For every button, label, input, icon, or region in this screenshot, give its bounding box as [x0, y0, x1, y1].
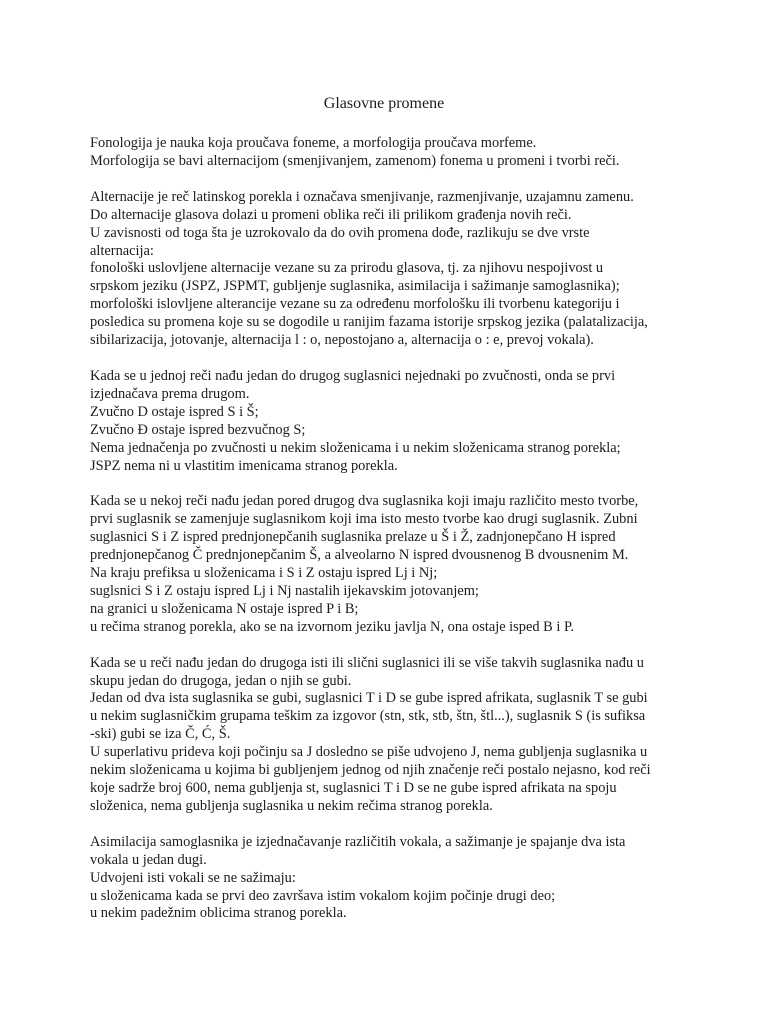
text-line: u nekim suglasničkim grupama teškim za izgovor (stn, stk, stb, štn, štl...), suglasnik S (is sufiksa — [90, 708, 646, 725]
paragraph — [90, 135, 690, 171]
text-line: skupu jedan do drugoga, jedan o njih se gubi. — [90, 672, 352, 689]
text-line: Kada se u nekoj reči nađu jedan pored drugog dva suglasnika koji imaju različito mesto tvorbe, — [90, 493, 639, 510]
text-line: Nema jednačenja po zvučnosti u nekim složenicama i u nekim složenicama stranog porekla; — [90, 439, 621, 456]
document-body — [90, 135, 690, 941]
text-line: Asimilacija samoglasnika je izjednačavanje različitih vokala, a sažimanje je spajanje dva ista — [90, 833, 626, 850]
text-line: Zvučno Đ ostaje ispred bezvučnog S; — [90, 421, 306, 438]
paragraph — [90, 189, 690, 350]
text-line: -ski) gubi se iza Č, Ć, Š. — [90, 726, 231, 743]
text-line: fonološki uslovljene alternacije vezane su za prirodu glasova, tj. za njihovu nespojivost u — [90, 260, 604, 277]
text-line: U superlativu prideva koji počinju sa J dosledno se piše udvojeno J, nema gubljenja suglasnika u — [90, 744, 648, 761]
text-line: Na kraju prefiksa u složenicama i S i Z ostaju ispred Lj i Nj; — [90, 565, 438, 582]
text-line: nekim složenicama u kojima bi gubljenjem jednog od njih značenje reči postalo nejasno, kod reči — [90, 762, 651, 779]
text-line: složenica, nema gubljenja suglasnika u nekim rečima stranog porekla. — [90, 797, 493, 814]
text-line: U zavisnosti od toga šta je uzrokovalo da do ovih promena dođe, razlikuju se dve vrste — [90, 224, 590, 241]
text-line: Fonologija je nauka koja proučava foneme, a morfologija proučava morfeme. — [90, 135, 537, 151]
text-line: na granici u složenicama N ostaje ispred P i B; — [90, 600, 359, 617]
text-line: koje sadrže broj 600, nema gubljenja st, suglasnici T i D se ne gube ispred afrikata na spoju — [90, 780, 617, 796]
text-line: Kada se u reči nađu jedan do drugoga isti ili slični suglasnici ili se više takvih suglasnika nađu u — [90, 654, 644, 671]
paragraph — [90, 493, 690, 636]
text-line: prednjonepčanog Č prednjonepčanim Š, a alveolarno N ispred dvousnenog B dvousnenim M. — [90, 547, 629, 564]
text-line: Zvučno D ostaje ispred S i Š; — [90, 403, 259, 420]
paragraph — [90, 368, 690, 475]
text-line: Do alternacije glasova dolazi u promeni oblika reči ili prilikom građenja novih reči. — [90, 206, 572, 223]
text-line: posledica su promena koje su se dogodile u ranijim fazama istorije srpskog jezika (palatalizacija, — [90, 314, 648, 331]
paragraph — [90, 655, 690, 816]
text-line: u nekim padežnim oblicima stranog porekla. — [90, 905, 347, 922]
text-line: sibilarizacija, jotovanje, alternacija l : o, nepostojano a, alternacija o : e, prevoj vokala). — [90, 332, 594, 349]
text-line: suglasnici S i Z ispred prednjonepčanih suglasnika prelaze u Š i Ž, zadnjonepčano H ispred — [90, 529, 616, 546]
text-line: Morfologija se bavi alternacijom (smenjivanjem, zamenom) fonema u promeni i tvorbi reči. — [90, 152, 620, 169]
text-line: srpskom jeziku (JSPZ, JSPMT, gubljenje suglasnika, asimilacija i sažimanje samoglasnika); — [90, 278, 620, 295]
text-line: u rečima stranog porekla, ako se na izvornom jeziku javlja N, ona ostaje isped B i P. — [90, 618, 574, 635]
text-line: alternacija: — [90, 242, 154, 259]
text-line: Jedan od dva ista suglasnika se gubi, suglasnici T i D se gube ispred afrikata, suglasnik T se gubi — [90, 690, 648, 707]
document-title: Glasovne promene — [323, 95, 445, 112]
text-line: u složenicama kada se prvi deo završava istim vokalom kojim počinje drugi deo; — [90, 887, 556, 904]
text-line: vokala u jedan dugi. — [90, 851, 207, 868]
text-line: morfološki islovljene alterancije vezane su za određenu morfološku ili tvorbenu kategoriju i — [90, 296, 620, 313]
text-line: Kada se u jednoj reči nađu jedan do drugog suglasnici nejednaki po zvučnosti, onda se prvi — [90, 367, 616, 384]
text-line: Udvojeni isti vokali se ne sažimaju: — [90, 869, 296, 886]
text-line: JSPZ nema ni u vlastitim imenicama stranog porekla. — [90, 457, 398, 474]
text-line: suglsnici S i Z ostaju ispred Lj i Nj nastalih ijekavskim jotovanjem; — [90, 582, 479, 599]
text-line: prvi suglasnik se zamenjuje suglasnikom koji ima isto mesto tvorbe kao drugi suglasnik. Zubni — [90, 511, 638, 528]
paragraph — [90, 834, 690, 924]
text-line: izjednačava prema drugom. — [90, 385, 250, 402]
text-line: Alternacije je reč latinskog porekla i označava smenjivanje, razmenjivanje, uzajamnu zamenu. — [90, 188, 634, 205]
